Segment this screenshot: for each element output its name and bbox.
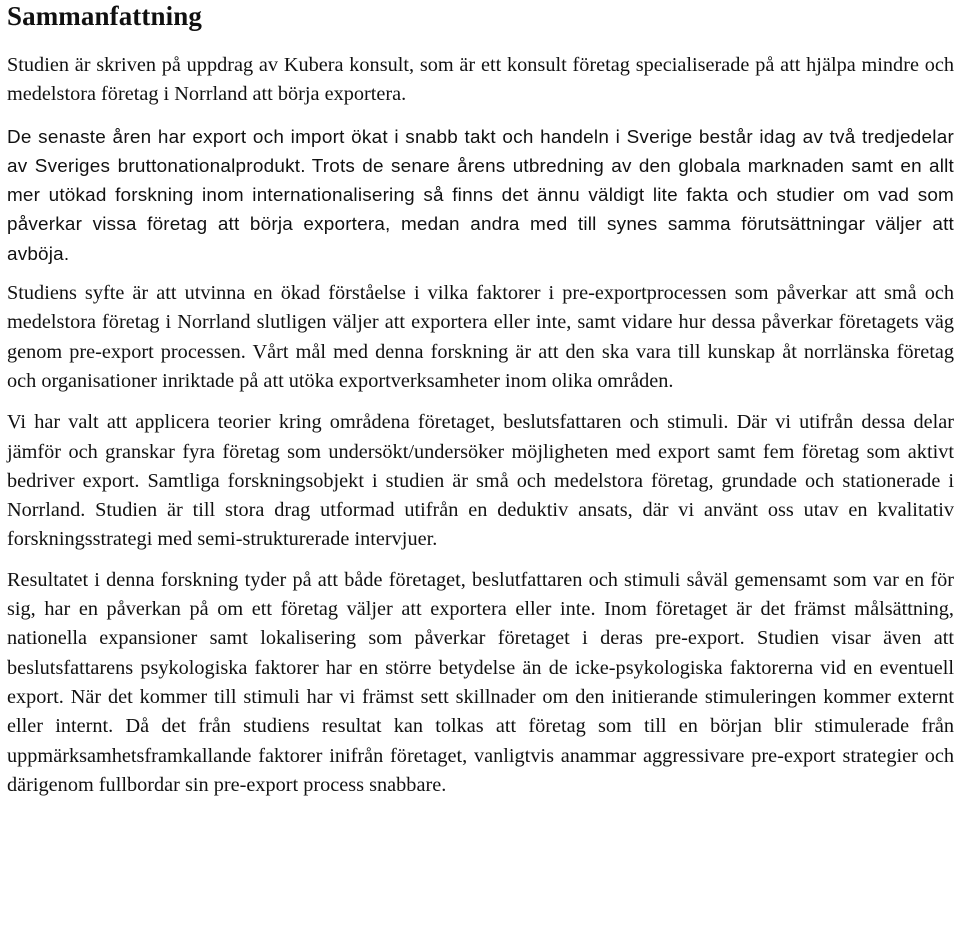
paragraph-results: Resultatet i denna forskning tyder på att både företaget, beslutfattaren och stimuli såväl gemensamt som var en för sig, har en påverkan på om ett företag väljer att exportera eller inte. Inom företaget är det främst målsättning, nationella expansioner samt lokalisering som påverkar företaget i deras pre-export. Studien visar även att beslutsfattarens psykologiska faktorer har en större betydelse än de icke-psykologiska faktorerna vid en eventuell export. När det kommer till stimuli har vi främst sett skillnader om den initierande stimuleringen kommer externt eller internt. Då det från studiens resultat kan tolkas att företag som till en början blir stimulerade från uppmärksamhetsframkallande faktorer inifrån företaget, vanligtvis anammar aggressivare pre-export strategier och därigenom fullbordar sin pre-export process snabbare. bbox=[7, 568, 954, 796]
paragraph-background bbox=[7, 123, 954, 269]
background-sentence-trade: De senaste åren har export och import ökat i snabb takt och handeln i Sverige består idag av två tredjedelar av Sveriges bruttonationalprodukt. bbox=[7, 126, 954, 177]
paragraph-purpose: Studiens syfte är att utvinna en ökad förståelse i vilka faktorer i pre-exportprocessen som påverkar att små och medelstora företag i Norrland slutligen väljer att exportera eller inte, samt vidare hur dessa påverkar företagets väg genom pre-export processen. Vårt mål med denna forskning är att den ska vara till kunskap åt norrlänska företag och organisationer inriktade på att utöka exportverksamheter inom olika områden. bbox=[7, 282, 954, 392]
paragraph-commission: Studien är skriven på uppdrag av Kubera konsult, som är ett konsult företag specialiserade på att hjälpa mindre och medelstora företag i Norrland att börja exportera. bbox=[7, 54, 954, 106]
paragraph-method: Vi har valt att applicera teorier kring områdena företaget, beslutsfattaren och stimuli. Där vi utifrån dessa delar jämför och granskar fyra företag som undersökt/undersöker möjligheten med export samt fem företag som aktivt bedriver export. Samtliga forskningsobjekt i studien är små och medelstora företag, grundade och stationerade i Norrland. Studien är till stora drag utformad utifrån en deduktiv ansats, där vi använt oss utav en kvalitativ forskningsstrategi med semi-strukturerade intervjuer. bbox=[7, 411, 954, 551]
background-sentence-research-gap: Trots de senare årens utbredning av den globala marknaden samt en allt mer utökad forskning inom internationalisering så finns det ännu väldigt lite fakta och studier om vad som påverkar vissa företag att börja exportera, medan andra med till synes samma förutsättningar väljer att avböja. bbox=[7, 155, 954, 265]
page-title: Sammanfattning bbox=[7, 1, 202, 31]
